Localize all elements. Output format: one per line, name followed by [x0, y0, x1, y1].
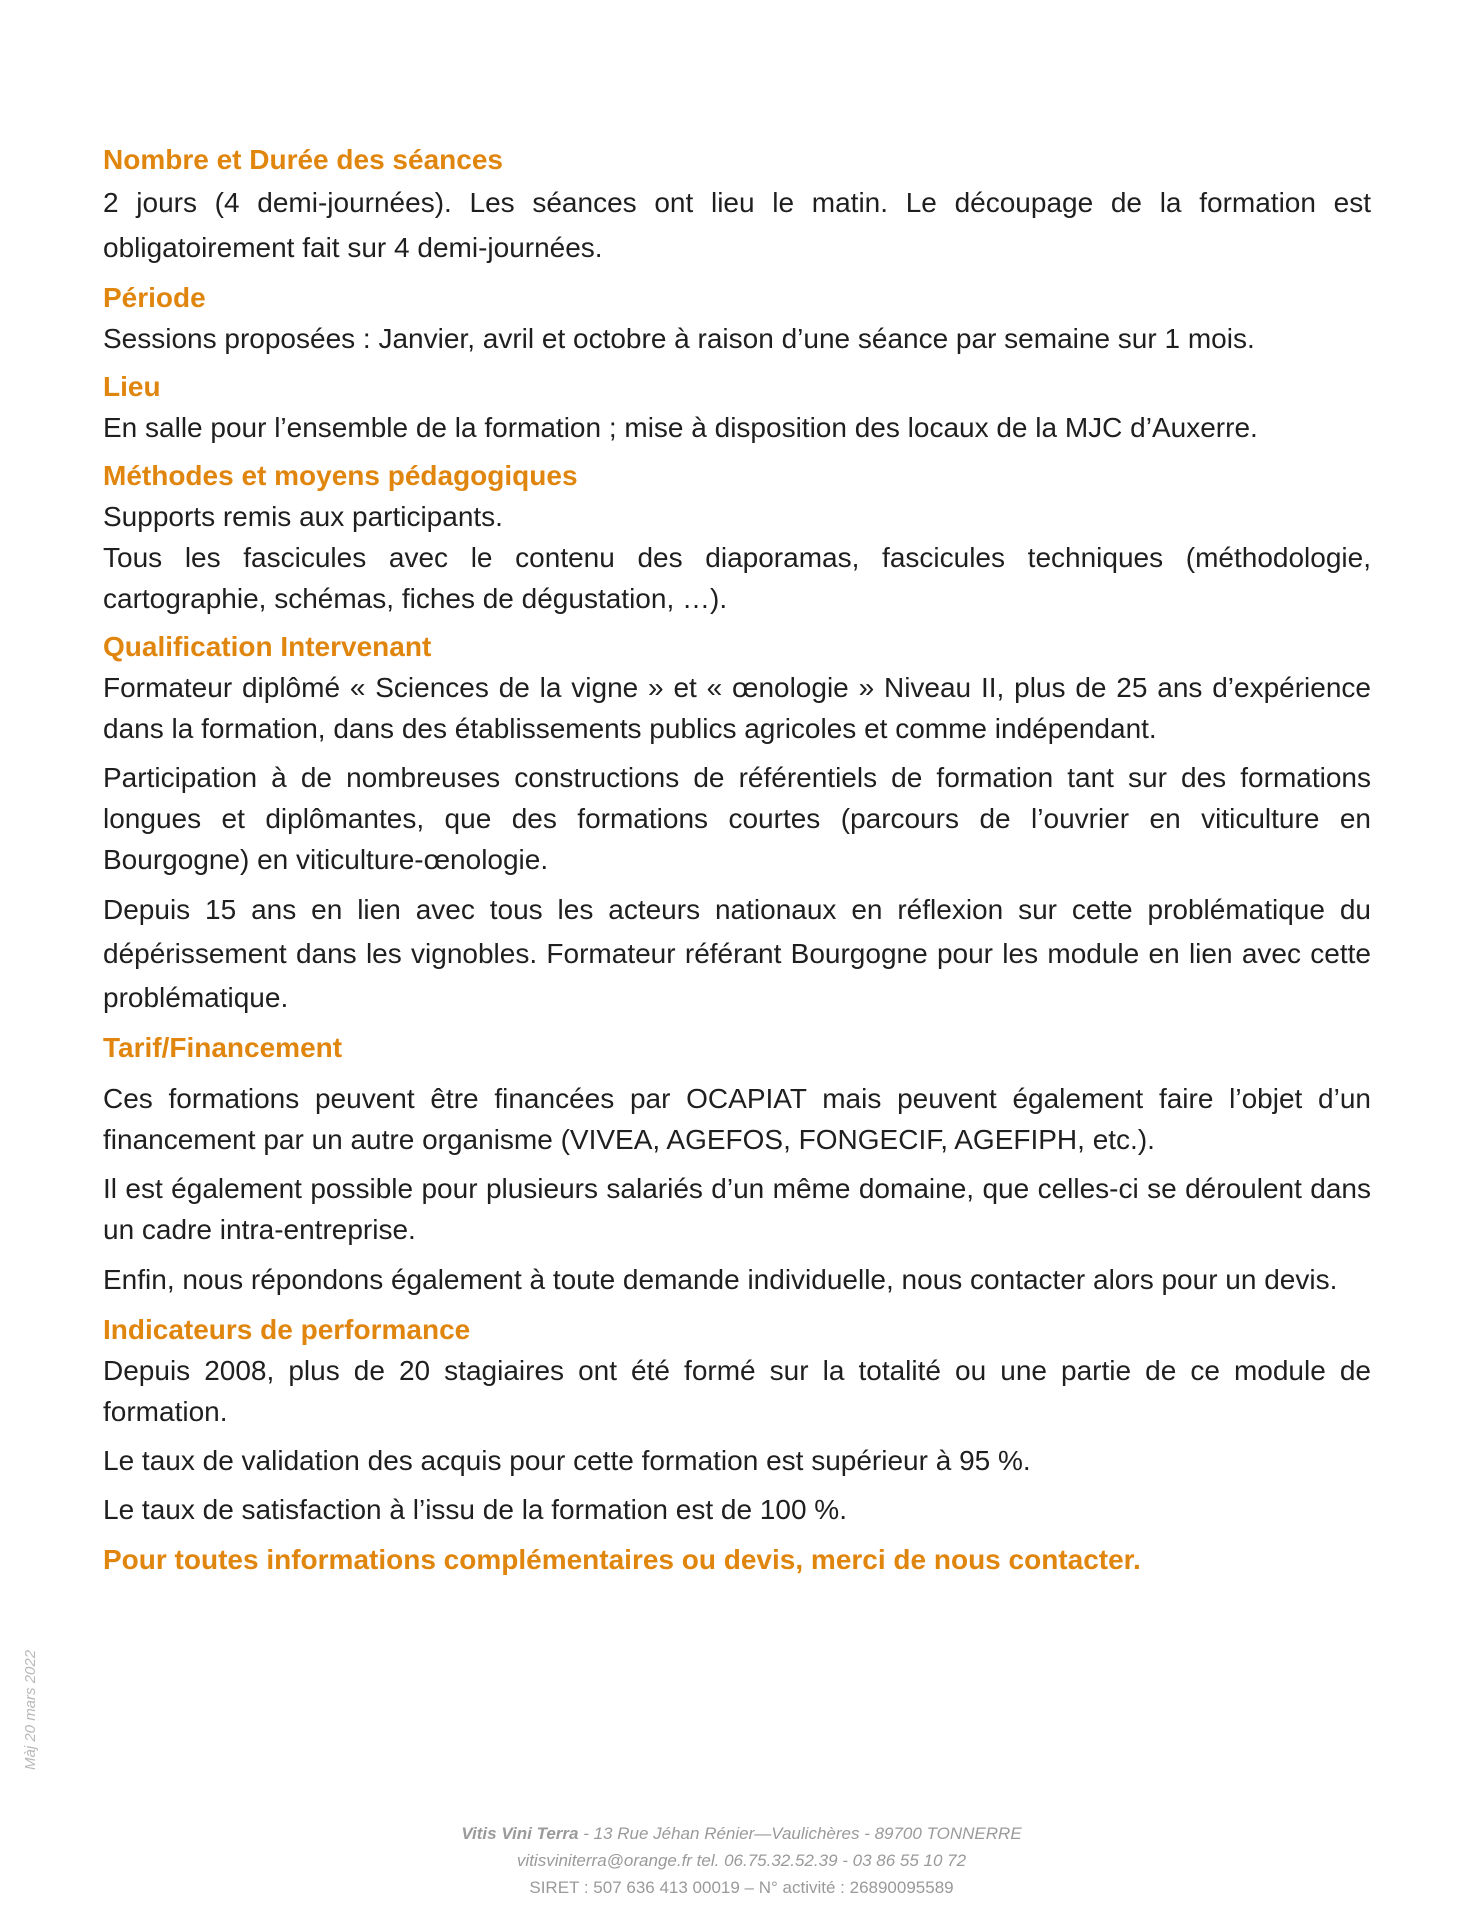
footer-org-name: Vitis Vini Terra — [461, 1824, 579, 1843]
footer-siret: SIRET : 507 636 413 00019 – N° activité : 26890095589 — [529, 1878, 954, 1897]
section-duree — [103, 140, 1371, 270]
section-lieu — [103, 367, 1371, 448]
section-periode — [103, 278, 1371, 359]
section-paragraph: Formateur diplômé « Sciences de la vigne » et « œnologie » Niveau II, plus de 25 ans d’expérience dans la formation, dans des établissements publics agricoles et comme indépendant. — [103, 672, 1371, 744]
section-heading: Qualification Intervenant — [103, 631, 432, 662]
section-paragraph: Sessions proposées : Janvier, avril et octobre à raison d’une séance par semaine sur 1 mois. — [103, 323, 1255, 354]
document-body — [103, 140, 1371, 1580]
section-paragraph: Le taux de validation des acquis pour cette formation est supérieur à 95 %. — [103, 1445, 1031, 1476]
footer-contact: vitisviniterra@orange.fr tel. 06.75.32.52.39 - 03 86 55 10 72 — [516, 1851, 967, 1870]
contact-call-to-action: Pour toutes informations complémentaires ou devis, merci de nous contacter. — [103, 1544, 1141, 1575]
page-footer — [0, 1820, 1483, 1901]
section-paragraph: Le taux de satisfaction à l’issu de la formation est de 100 %. — [103, 1494, 847, 1525]
section-heading: Méthodes et moyens pédagogiques — [103, 460, 578, 491]
section-heading: Période — [103, 282, 206, 313]
section-qualification — [103, 627, 1371, 1020]
section-indicateurs — [103, 1310, 1371, 1530]
section-heading: Nombre et Durée des séances — [103, 144, 503, 175]
section-paragraph: Ces formations peuvent être financées par OCAPIAT mais peuvent également faire l’objet d’un financement par un autre organisme (VIVEA, AGEFOS, FONGECIF, AGEFIPH, etc.). — [103, 1083, 1371, 1155]
section-paragraph: Depuis 15 ans en lien avec tous les acteurs nationaux en réflexion sur cette problématique du dépérissement dans les vignobles. Formateur référant Bourgogne pour les module en lien avec cette problématique. — [103, 894, 1371, 1013]
section-paragraph: Enfin, nous répondons également à toute demande individuelle, nous contacter alors pour un devis. — [103, 1264, 1338, 1295]
section-methodes — [103, 456, 1371, 619]
section-paragraph: Il est également possible pour plusieurs salariés d’un même domaine, que celles-ci se déroulent dans un cadre intra-entreprise. — [103, 1173, 1371, 1245]
section-paragraph: 2 jours (4 demi-journées). Les séances ont lieu le matin. Le découpage de la formation est obligatoirement fait sur 4 demi-journées. — [103, 187, 1371, 263]
section-paragraph: Supports remis aux participants. — [103, 501, 503, 532]
section-paragraph: Participation à de nombreuses constructions de référentiels de formation tant sur des formations longues et diplômantes, que des formations courtes (parcours de l’ouvrier en viticulture en Bourgogne) en viticulture-œnologie. — [103, 762, 1371, 875]
section-heading: Indicateurs de performance — [103, 1314, 471, 1345]
section-heading: Lieu — [103, 371, 161, 402]
footer-address: - 13 Rue Jéhan Rénier—Vaulichères - 89700 TONNERRE — [578, 1824, 1022, 1843]
footer-address-line — [0, 1820, 1483, 1847]
section-paragraph: En salle pour l’ensemble de la formation ; mise à disposition des locaux de la MJC d’Auxerre. — [103, 412, 1258, 443]
section-tarif — [103, 1028, 1371, 1302]
section-heading: Tarif/Financement — [103, 1032, 343, 1063]
update-date: Màj 20 mars 2022 — [22, 1649, 39, 1770]
section-paragraph: Depuis 2008, plus de 20 stagiaires ont été formé sur la totalité ou une partie de ce module de formation. — [103, 1355, 1371, 1427]
section-paragraph: Tous les fascicules avec le contenu des diaporamas, fascicules techniques (méthodologie, cartographie, schémas, fiches de dégustation, …). — [103, 542, 1371, 614]
